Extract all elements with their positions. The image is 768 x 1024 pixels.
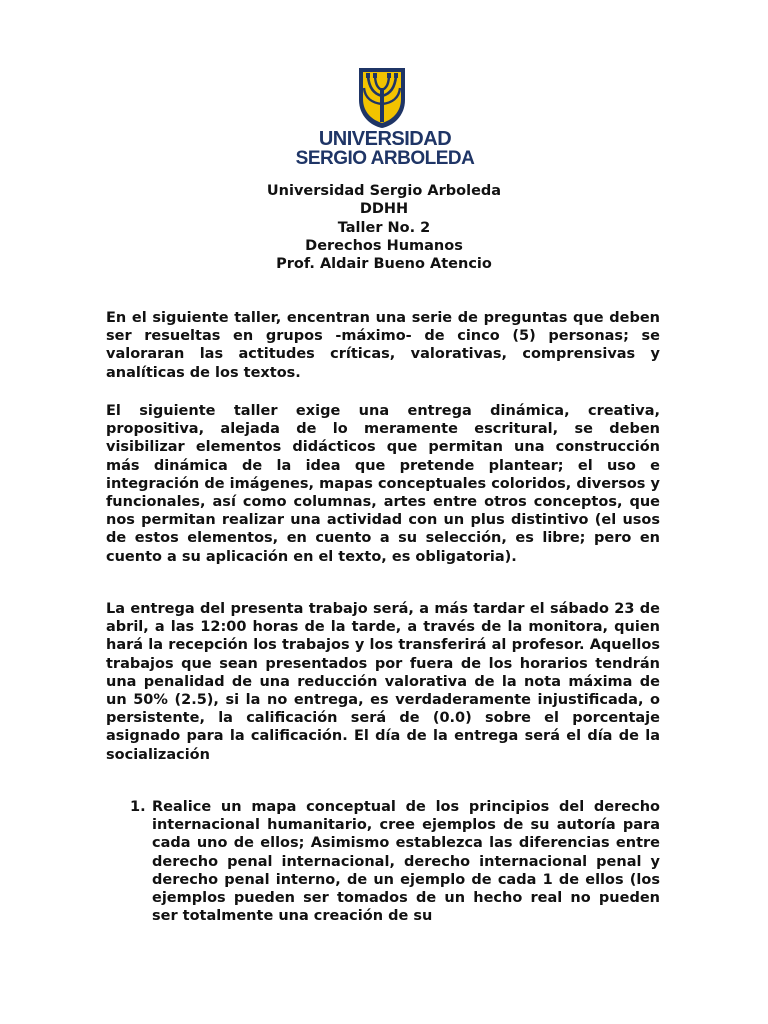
heading-workshop: Taller No. 2 (337, 219, 431, 236)
tree-shield-icon (357, 66, 407, 130)
requirements-paragraph: El siguiente taller exige una entrega dinámica, creativa, propositiva, alejada de lo meramente escritural, se deben visibilizar elementos didácticos que permitan una construcción más dinámica de la idea que pretende plantear; el uso e integración de imágenes, mapas conceptuales coloridos, diversos y funcionales, así como columnas, artes entre otros conceptos, que nos permitan realizar una actividad con un plus distintivo (el usos de estos elementos, en cuento a su selección, es libre; pero en cuento a su aplicación en el texto, es obligatoria). (106, 403, 660, 565)
question-text: Realice un mapa conceptual de los principios del derecho internacional humanitario, cree ejemplos de su autoría para cada uno de ellos; Asimismo establezca las diferencias entre derecho penal internacional, derecho internacional penal y derecho penal interno, de un ejemplo de cada 1 de ellos (los ejemplos pueden ser tomados de un hecho real no pueden ser totalmente una creación de su (152, 799, 660, 925)
deadline-paragraph: La entrega del presenta trabajo será, a más tardar el sábado 23 de abril, a las 12:00 horas de la tarde, a través de la monitora, quien hará la recepción los trabajos y los transferirá al profesor. Aquellos trabajos que sean presentados por fuera de los horarios tendrán una penalidad de una reducción valorativa de la nota máxima de un 50% (2.5), si la no entrega, es verdaderamente injustificada, o persistente, la calificación será de (0.0) sobre el porcentaje asignado para la calificación. El día de la entrega será el día de la socialización (106, 601, 660, 763)
list-item (106, 798, 660, 925)
intro-paragraph: En el siguiente taller, encentran una serie de preguntas que deben ser resueltas en grupos -máximo- de cinco (5) personas; se valoraran las actitudes críticas, valorativas, comprensivas y analíticas de los textos. (106, 310, 660, 381)
heading-professor: Prof. Aldair Bueno Atencio (276, 256, 492, 273)
question-number: 1. (130, 799, 146, 815)
heading-subject: Derechos Humanos (305, 237, 463, 254)
document-heading (0, 182, 768, 273)
heading-course: DDHH (359, 201, 409, 218)
logo-text-universidad: UNIVERSIDAD (318, 128, 452, 150)
questions-list (106, 798, 660, 925)
logo-text-sergio-arboleda: SERGIO ARBOLEDA (295, 148, 475, 169)
heading-university: Universidad Sergio Arboleda (266, 183, 502, 199)
university-logo (290, 62, 480, 172)
